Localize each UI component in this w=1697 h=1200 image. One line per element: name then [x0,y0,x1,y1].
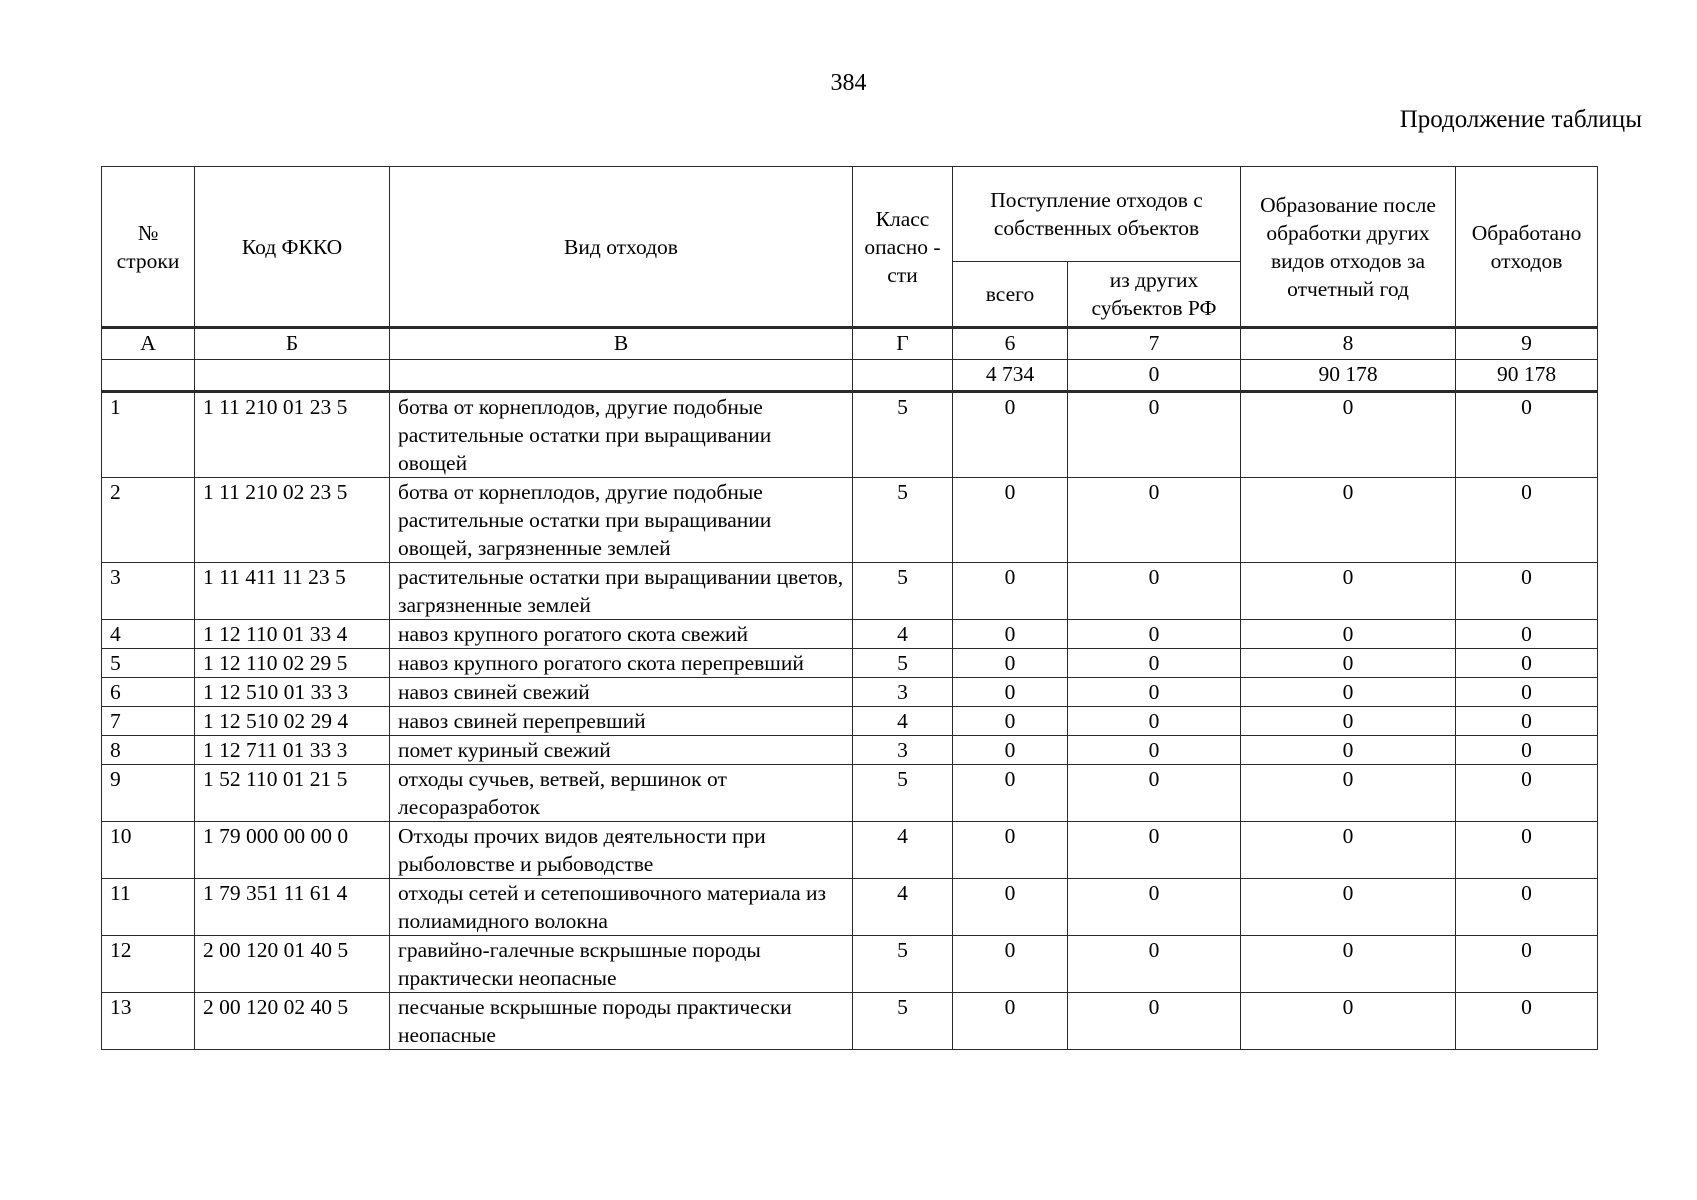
processed-cell: 0 [1456,765,1598,822]
waste-table [101,166,1598,1050]
receipt-total-cell: 0 [953,936,1068,993]
row-number-cell: 4 [102,620,195,649]
receipt-total-cell: 0 [953,765,1068,822]
row-number-cell: 12 [102,936,195,993]
table-row [102,620,1598,649]
receipt-total-cell: 0 [953,620,1068,649]
fkko-code-cell: 1 11 210 02 23 5 [195,478,390,563]
receipt-other-regions-cell: 0 [1068,936,1241,993]
waste-type-cell: навоз свиней свежий [390,678,853,707]
hazard-class-cell: 4 [853,822,953,879]
waste-type-cell: навоз крупного рогатого скота свежий [390,620,853,649]
hazard-class-cell: 5 [853,478,953,563]
header-receipt-group: Поступление отходов с собственных объектов [953,167,1241,262]
formation-cell: 0 [1241,478,1456,563]
table-row [102,707,1598,736]
fkko-code-cell: 1 11 411 11 23 5 [195,563,390,620]
receipt-total-cell: 0 [953,822,1068,879]
totals-cell [102,360,195,392]
waste-type-cell: песчаные вскрышные породы практически неопасные [390,993,853,1050]
fkko-code-cell: 1 12 110 01 33 4 [195,620,390,649]
row-number-cell: 13 [102,993,195,1050]
column-letter: 7 [1068,328,1241,360]
row-number-cell: 10 [102,822,195,879]
waste-type-cell: ботва от корнеплодов, другие подобные растительные остатки при выращивании овощей, загрязненные землей [390,478,853,563]
receipt-total-cell: 0 [953,879,1068,936]
table-row [102,678,1598,707]
row-number-cell: 2 [102,478,195,563]
processed-cell: 0 [1456,879,1598,936]
fkko-code-cell: 2 00 120 01 40 5 [195,936,390,993]
table-body [102,328,1598,1050]
page-number: 384 [830,70,867,96]
table-row [102,879,1598,936]
formation-cell: 0 [1241,649,1456,678]
processed-cell: 0 [1456,649,1598,678]
hazard-class-cell: 4 [853,620,953,649]
receipt-other-regions-cell: 0 [1068,478,1241,563]
row-number-cell: 9 [102,765,195,822]
table-continuation-label: Продолжение таблицы [1399,106,1642,133]
row-number-cell: 1 [102,392,195,478]
hazard-class-cell: 5 [853,936,953,993]
formation-cell: 0 [1241,822,1456,879]
totals-cell [853,360,953,392]
header-processed: Обработано отходов [1456,167,1598,328]
row-number-cell: 3 [102,563,195,620]
formation-cell: 0 [1241,707,1456,736]
table-row [102,392,1598,478]
table-row [102,822,1598,879]
processed-cell: 0 [1456,822,1598,879]
processed-cell: 0 [1456,678,1598,707]
processed-cell: 0 [1456,620,1598,649]
table-row [102,936,1598,993]
receipt-total-cell: 0 [953,707,1068,736]
receipt-total-cell: 0 [953,563,1068,620]
hazard-class-cell: 3 [853,678,953,707]
column-letter: 6 [953,328,1068,360]
header-row-number: № строки [102,167,195,328]
receipt-other-regions-cell: 0 [1068,392,1241,478]
formation-cell: 0 [1241,392,1456,478]
waste-type-cell: Отходы прочих видов деятельности при рыболовстве и рыбоводстве [390,822,853,879]
fkko-code-cell: 1 12 510 01 33 3 [195,678,390,707]
receipt-total-cell: 0 [953,392,1068,478]
receipt-total-cell: 0 [953,649,1068,678]
row-number-cell: 7 [102,707,195,736]
receipt-other-regions-cell: 0 [1068,620,1241,649]
waste-type-cell: гравийно-галечные вскрышные породы практически неопасные [390,936,853,993]
receipt-total-cell: 0 [953,678,1068,707]
receipt-other-regions-cell: 0 [1068,678,1241,707]
formation-cell: 0 [1241,936,1456,993]
totals-cell: 4 734 [953,360,1068,392]
totals-cell [390,360,853,392]
waste-type-cell: ботва от корнеплодов, другие подобные растительные остатки при выращивании овощей [390,392,853,478]
table-row [102,993,1598,1050]
receipt-total-cell: 0 [953,736,1068,765]
fkko-code-cell: 1 12 711 01 33 3 [195,736,390,765]
column-letter: 9 [1456,328,1598,360]
row-number-cell: 5 [102,649,195,678]
totals-cell: 90 178 [1241,360,1456,392]
receipt-other-regions-cell: 0 [1068,707,1241,736]
fkko-code-cell: 1 12 510 02 29 4 [195,707,390,736]
column-letter: Б [195,328,390,360]
hazard-class-cell: 3 [853,736,953,765]
waste-type-cell: отходы сучьев, ветвей, вершинок от лесоразработок [390,765,853,822]
column-letter: 8 [1241,328,1456,360]
fkko-code-cell: 1 79 000 00 00 0 [195,822,390,879]
hazard-class-cell: 4 [853,879,953,936]
header-waste-type: Вид отходов [390,167,853,328]
processed-cell: 0 [1456,563,1598,620]
table-row [102,765,1598,822]
hazard-class-cell: 5 [853,765,953,822]
receipt-total-cell: 0 [953,478,1068,563]
row-number-cell: 8 [102,736,195,765]
totals-cell: 90 178 [1456,360,1598,392]
formation-cell: 0 [1241,993,1456,1050]
receipt-other-regions-cell: 0 [1068,822,1241,879]
formation-cell: 0 [1241,765,1456,822]
waste-type-cell: помет куриный свежий [390,736,853,765]
header-code: Код ФККО [195,167,390,328]
hazard-class-cell: 5 [853,392,953,478]
receipt-other-regions-cell: 0 [1068,879,1241,936]
column-letter: В [390,328,853,360]
waste-type-cell: навоз крупного рогатого скота перепревший [390,649,853,678]
row-number-cell: 11 [102,879,195,936]
hazard-class-cell: 5 [853,649,953,678]
waste-type-cell: отходы сетей и сетепошивочного материала из полиамидного волокна [390,879,853,936]
totals-cell [195,360,390,392]
fkko-code-cell: 1 12 110 02 29 5 [195,649,390,678]
formation-cell: 0 [1241,879,1456,936]
fkko-code-cell: 1 11 210 01 23 5 [195,392,390,478]
hazard-class-cell: 5 [853,993,953,1050]
waste-type-cell: навоз свиней перепревший [390,707,853,736]
table-row [102,563,1598,620]
processed-cell: 0 [1456,478,1598,563]
header-receipt-total: всего [953,262,1068,328]
processed-cell: 0 [1456,736,1598,765]
receipt-total-cell: 0 [953,993,1068,1050]
receipt-other-regions-cell: 0 [1068,649,1241,678]
formation-cell: 0 [1241,563,1456,620]
table-row [102,478,1598,563]
fkko-code-cell: 1 52 110 01 21 5 [195,765,390,822]
table-row [102,649,1598,678]
table-row [102,736,1598,765]
receipt-other-regions-cell: 0 [1068,563,1241,620]
waste-type-cell: растительные остатки при выращивании цветов, загрязненные землей [390,563,853,620]
header-receipt-other-regions: из других субъектов РФ [1068,262,1241,328]
processed-cell: 0 [1456,936,1598,993]
processed-cell: 0 [1456,707,1598,736]
processed-cell: 0 [1456,392,1598,478]
header-hazard-class: Класс опасно - сти [853,167,953,328]
totals-row [102,360,1598,392]
fkko-code-cell: 2 00 120 02 40 5 [195,993,390,1050]
processed-cell: 0 [1456,993,1598,1050]
receipt-other-regions-cell: 0 [1068,736,1241,765]
formation-cell: 0 [1241,678,1456,707]
totals-cell: 0 [1068,360,1241,392]
column-letter: А [102,328,195,360]
column-letter: Г [853,328,953,360]
column-letters-row [102,328,1598,360]
formation-cell: 0 [1241,736,1456,765]
receipt-other-regions-cell: 0 [1068,993,1241,1050]
fkko-code-cell: 1 79 351 11 61 4 [195,879,390,936]
receipt-other-regions-cell: 0 [1068,765,1241,822]
row-number-cell: 6 [102,678,195,707]
hazard-class-cell: 4 [853,707,953,736]
formation-cell: 0 [1241,620,1456,649]
header-formation: Образование после обработки других видов отходов за отчетный год [1241,167,1456,328]
hazard-class-cell: 5 [853,563,953,620]
